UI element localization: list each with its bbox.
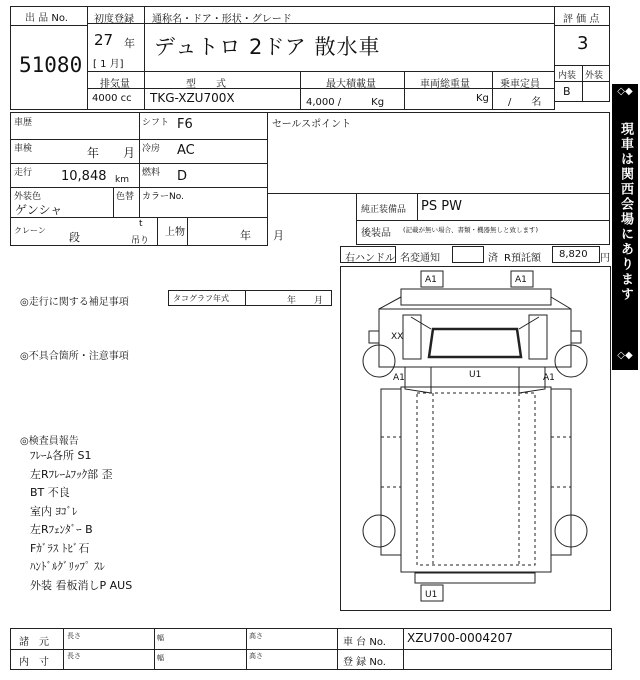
left-door	[405, 367, 431, 393]
front-bumper	[401, 289, 551, 305]
width-label-inner: 幅	[157, 654, 164, 662]
height-label-inner: 高さ	[249, 652, 263, 660]
tacho-label: タコグラフ年式	[173, 294, 229, 303]
model-name: デュトロ 2ドア 散水車	[154, 35, 381, 59]
fuel-value: D	[177, 169, 188, 184]
shift-value: F6	[177, 117, 193, 132]
lot-number: 51080	[19, 53, 83, 77]
score-box	[554, 6, 610, 102]
inspection-label: 車検	[14, 144, 33, 154]
inspector-line: 外装 看板消しP AUS	[30, 578, 133, 592]
lot-box	[10, 6, 88, 110]
length-label-inner: 長さ	[67, 652, 81, 660]
left-mirror	[369, 331, 379, 343]
length-label: 長さ	[67, 632, 81, 640]
year-unit: 年	[124, 37, 135, 50]
fuel-label: 燃料	[142, 168, 161, 178]
ac-label: 冷房	[142, 144, 161, 154]
banner-top-glyph: ◇◆	[617, 86, 633, 97]
footer-dims	[10, 628, 612, 670]
tacho-box	[168, 290, 332, 306]
color-change-label: 色替	[116, 192, 135, 202]
inspector-line: 左Rﾌﾚｰﾑﾌｯｸ部 歪	[30, 467, 113, 481]
damage-mark: A1	[425, 275, 437, 285]
color-code-label: カラーNo.	[142, 192, 184, 202]
name-change-box	[452, 246, 484, 263]
first-reg-year: 27	[94, 31, 114, 49]
mileage-value: 10,848	[61, 169, 107, 184]
exterior-label: 外装	[585, 71, 604, 81]
vehicle-diagram-frame	[340, 266, 611, 611]
chassis-label: 車 台 No.	[343, 637, 386, 648]
aftermarket-note: (記載が無い場合、書類・機器無しと致します)	[403, 226, 539, 234]
registration-label: 登 録 No.	[343, 657, 386, 668]
spec-row	[87, 71, 555, 110]
banner-bottom-glyph: ◇◆	[617, 350, 633, 361]
left-gate	[381, 389, 401, 555]
mileage-unit: km	[115, 175, 129, 185]
lot-label: 出 品 No.	[25, 13, 68, 24]
max-load-value: 4,000 / Kg	[306, 97, 385, 108]
interior-score: B	[563, 85, 571, 98]
odo-label: 済	[488, 253, 498, 264]
inspector-report	[30, 447, 132, 595]
score-label: 評 価 点	[563, 14, 600, 25]
crane-ton: t	[139, 219, 143, 229]
color-value: ゲンシャ	[15, 203, 63, 217]
side-banner	[612, 84, 638, 370]
inspector-line: 室内 ﾖｺﾞﾚ	[30, 504, 78, 518]
equipment-box	[356, 193, 610, 245]
recycle-deposit-label: R預託額	[504, 253, 541, 264]
sales-point-box	[267, 112, 610, 194]
inspector-line: ﾌﾚｰﾑ各所 S1	[30, 449, 92, 462]
truck-diagram	[341, 267, 610, 610]
rhd-badge	[340, 246, 396, 263]
crane-lift: 吊り	[131, 236, 150, 246]
recycle-deposit-box	[552, 246, 600, 263]
color-label: 外装色	[14, 192, 42, 202]
first-reg-label: 初度登録	[94, 14, 134, 25]
damage-mark: A1	[515, 275, 527, 285]
width-label: 幅	[157, 634, 164, 642]
ac-value: AC	[177, 143, 195, 158]
rear-left-wheel	[363, 515, 395, 547]
max-load-label: 最大積載量	[326, 79, 376, 90]
first-reg-month: [ 1 月]	[93, 59, 124, 70]
crane-label: クレーン	[14, 226, 46, 235]
rhd-label: 右ハンドル	[345, 253, 395, 264]
crane-stage: 段	[69, 231, 80, 244]
shift-label: シフト	[142, 118, 170, 128]
damage-mark: U1	[425, 590, 438, 600]
right-gate	[551, 389, 571, 555]
cc-label: 排気量	[100, 79, 130, 90]
equipment-value: PS PW	[421, 199, 462, 214]
damage-mark: U1	[469, 370, 482, 380]
header-box	[87, 6, 555, 72]
rear-bumper	[415, 573, 535, 583]
dims-label: 諸 元	[19, 637, 49, 648]
inspection-value: 年 月	[87, 146, 136, 160]
recycle-deposit-value: 8,820	[559, 249, 588, 260]
yen-label: 円	[600, 253, 610, 264]
defects-label: ◎不具合箇所・注意事項	[20, 351, 129, 362]
inspector-line: Fｶﾞﾗｽ ﾄﾋﾞ石	[30, 541, 90, 555]
sales-point-label: セールスポイント	[272, 119, 352, 130]
aftermarket-label: 後装品	[361, 228, 391, 239]
inspector-line: 左Rﾌｪﾝﾀﾞｰ B	[30, 523, 93, 536]
inspector-line: BT 不良	[30, 486, 70, 499]
damage-mark: XX	[391, 332, 404, 342]
interior-label: 内装	[558, 71, 577, 81]
history-label: 車歴	[14, 118, 33, 128]
banner-text: 現車は関西会場にあります	[618, 122, 633, 302]
equipment-label: 純正装備品	[361, 205, 407, 215]
model-code-label: 型 式	[186, 79, 226, 90]
capacity-label: 乗車定員	[500, 79, 540, 90]
gross-weight-value: Kg	[476, 93, 489, 104]
right-door	[519, 367, 545, 393]
model-name-label: 通称名・ドア・形状・グレード	[152, 14, 292, 25]
name-change-label: 名変通知	[400, 253, 440, 264]
details-grid	[10, 112, 268, 246]
cab-outline	[379, 309, 571, 367]
cc-value: 4000 cc	[92, 93, 132, 104]
damage-mark: A1	[543, 373, 555, 383]
score-value: 3	[577, 33, 589, 54]
mileage-label: 走行	[14, 168, 33, 178]
upper-label: 上物	[165, 227, 185, 238]
upper-date: 年 月	[240, 229, 284, 242]
right-mirror	[571, 331, 581, 343]
capacity-value: / 名	[508, 97, 542, 108]
damage-mark: A1	[393, 373, 405, 383]
supplement-label: ◎走行に関する補足事項	[20, 297, 129, 308]
tacho-value: 年 月	[287, 296, 324, 306]
windshield	[429, 329, 521, 357]
inspector-line: ﾊﾝﾄﾞﾙｸﾞﾘｯﾌﾟ ｽﾚ	[30, 560, 105, 573]
chassis-number: XZU700-0004207	[407, 631, 513, 645]
cargo-bed	[401, 387, 551, 572]
inner-dims-label: 内 寸	[19, 657, 49, 668]
model-code: TKG-XZU700X	[150, 91, 235, 105]
height-label: 高さ	[249, 632, 263, 640]
gross-weight-label: 車両総重量	[420, 79, 470, 90]
inspector-label: ◎検査員報告	[20, 436, 79, 447]
